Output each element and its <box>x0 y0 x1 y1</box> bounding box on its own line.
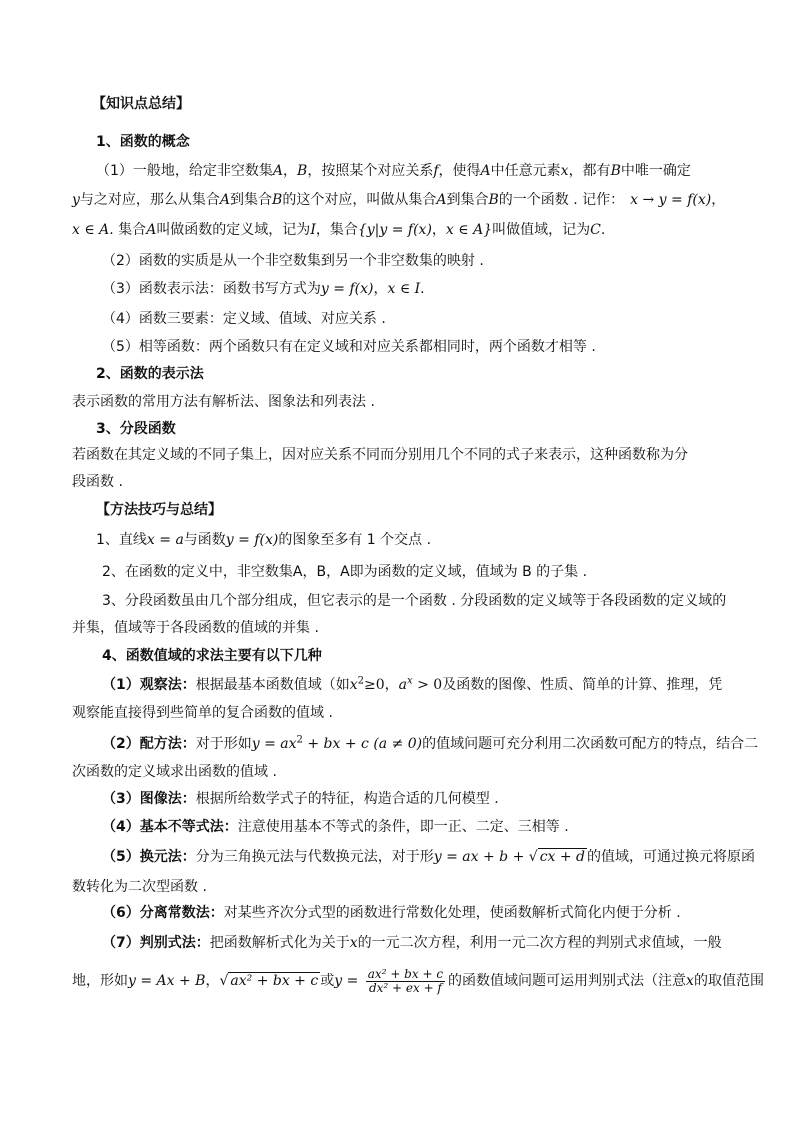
s1-paragraph-line-2: y与之对应，那么从集合A到集合B的这个对应，叫做从集合A到集合B的一个函数 . 记作： x → y = f(x)， <box>72 192 726 208</box>
w2-line-1: （2）配方法：对于形如$y = ax^2$ + bx + c (a ≠ 0)的值域问题可充分利用二次函数可配方的特点，结合二 <box>102 734 759 752</box>
w4: （4）基本不等式法：注意使用基本不等式的条件，即一正、二定、三相等 . <box>102 819 569 835</box>
s1-paragraph-2: （2）函数的实质是从一个非空数集到另一个非空数集的映射 . <box>102 253 484 269</box>
method-3-line-2: 并集，值域等于各段函数的值域的并集 . <box>72 620 319 636</box>
s1-paragraph-4: （4）函数三要素：定义域、值域、对应关系 . <box>102 311 386 327</box>
w1-line-1: （1）观察法：根据最基本函数值域（如$x^2\ge 0$，$a^x > 0$及函数的图像、性质、简单的计算、推理，凭 <box>102 675 723 693</box>
fraction: $\frac{\text{ax² + bx + c}}{\text{dx² + ex + f}}$ <box>367 966 444 995</box>
section-2-title: 2、函数的表示法 <box>96 366 204 382</box>
method-3-line-1: 3、分段函数虽由几个部分组成，但它表示的是一个函数 . 分段函数的定义域等于各段函数的定义域的 <box>102 593 727 609</box>
heading-methods-summary: 【方法技巧与总结】 <box>96 502 222 518</box>
section-1-title: 1、函数的概念 <box>96 134 190 150</box>
s1-paragraph-5: （5）相等函数：两个函数只有在定义域和对应关系都相同时，两个函数才相等 . <box>102 339 596 355</box>
s2-paragraph: 表示函数的常用方法有解析法、图象法和列表法 . <box>72 394 375 410</box>
s3-paragraph-line-1: 若函数在其定义域的不同子集上，因对应关系不同而分别用几个不同的式子来表示，这种函数称为分 <box>72 447 688 463</box>
w3: （3）图像法：根据所给数学式子的特征，构造合适的几何模型 . <box>102 791 499 807</box>
w7-line-2: 地，形如y = Ax + B，√ ax² + bx + c 或y = $\frac{\text{ax² + bx + c}}{\text{dx² + ex + f}}$ 的函数值域问题可运用判别式法（注意x的取值范围 <box>72 961 724 1001</box>
method-2: 2、在函数的定义中，非空数集A，B，A即为函数的定义域，值域为 B 的子集 . <box>102 564 588 580</box>
w5-line-2: 数转化为二次型函数 . <box>72 879 207 895</box>
w5-line-1: （5）换元法：分为三角换元法与代数换元法，对于形y = ax + b + √ cx + d 的值域，可通过换元将原函 <box>102 849 756 865</box>
heading-knowledge-summary: 【知识点总结】 <box>92 96 190 112</box>
s1-paragraph-line-3: x ∈ A. 集合A叫做函数的定义域，记为I，集合{y|y = f(x)，x ∈ A}叫做值域，记为C. <box>72 222 606 238</box>
method-4-title: 4、函数值域的求法主要有以下几种 <box>102 648 322 664</box>
s1-paragraph-3: （3）函数表示法：函数书写方式为y = f(x)，x ∈ I. <box>102 281 425 297</box>
w1-line-2: 观察能直接得到些简单的复合函数的值域 . <box>72 705 333 721</box>
section-3-title: 3、分段函数 <box>96 421 176 437</box>
sqrt-expression-2: √ ax² + bx + c <box>219 973 319 989</box>
method-1: 1、直线x = a与函数y = f(x)的图象至多有 1 个交点 . <box>96 532 432 548</box>
s3-paragraph-line-2: 段函数 . <box>72 474 123 490</box>
w6: （6）分离常数法：对某些齐次分式型的函数进行常数化处理，使函数解析式简化内便于分析 . <box>102 905 681 921</box>
w2-line-2: 次函数的定义域求出函数的值域 . <box>72 764 277 780</box>
sqrt-expression: √ cx + d <box>528 849 586 865</box>
w7-line-1: （7）判别式法：把函数解析式化为关于x的一元二次方程，利用一元二次方程的判别式求值域，一般 <box>102 935 722 951</box>
s1-paragraph-line-1: （1）一般地，给定非空数集A，B，按照某个对应关系f，使得A中任意元素x，都有B中唯一确定 <box>96 163 691 179</box>
